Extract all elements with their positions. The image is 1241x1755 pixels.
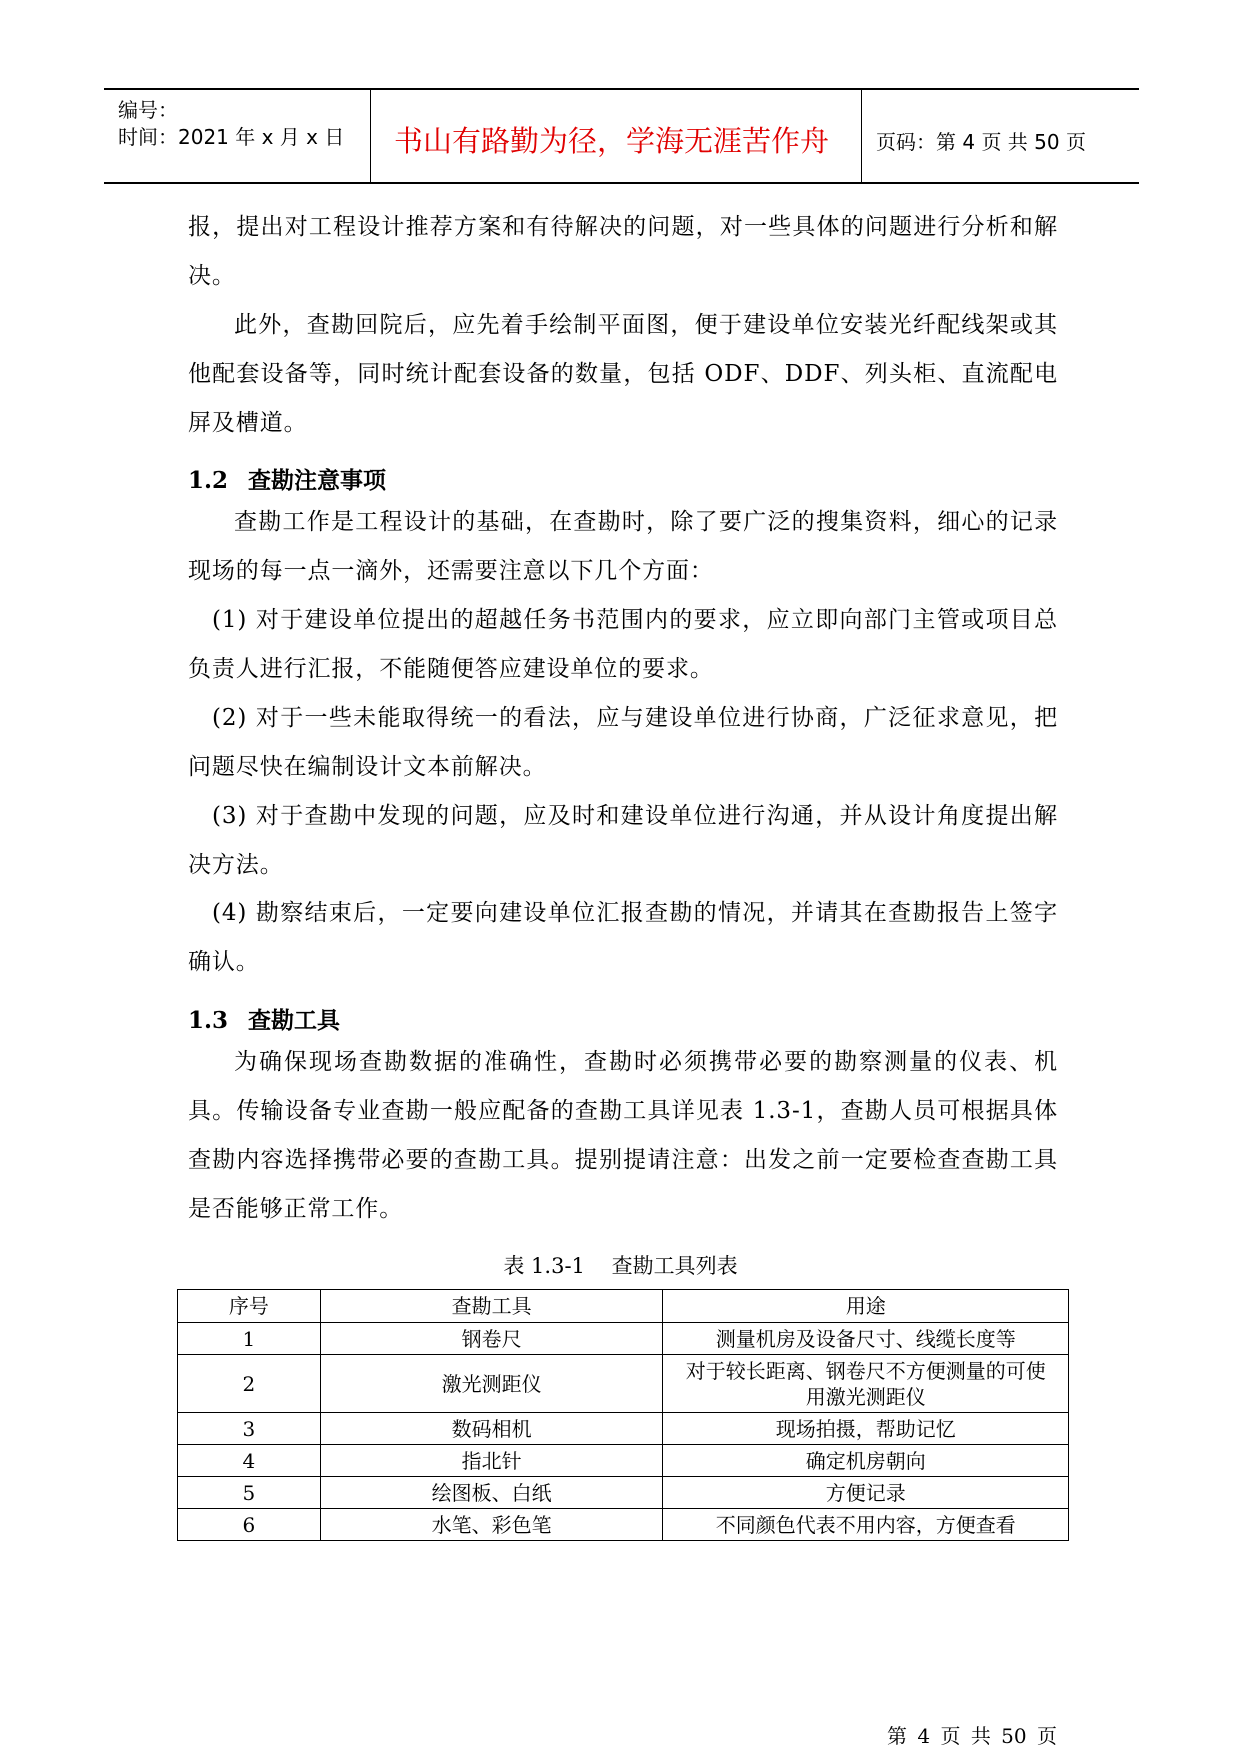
cell-index: 6 [178,1509,321,1541]
table-row [178,1477,1069,1509]
cell-index: 1 [178,1323,321,1355]
cell-purpose: 测量机房及设备尺寸、线缆长度等 [663,1323,1069,1355]
section-number: 1.2 [188,467,229,494]
cell-index: 5 [178,1477,321,1509]
section-heading-1-2 [188,462,386,495]
cell-index: 4 [178,1445,321,1477]
header-motto: 书山有路勤为径，学海无涯苦作舟 [394,124,830,158]
date-label: 时间：2021 年 x 月 x 日 [118,125,345,149]
cell-purpose: 不同颜色代表不用内容，方便查看 [663,1509,1069,1541]
table-row [178,1509,1069,1541]
table-caption: 表 1.3-1 查勘工具列表 [503,1254,738,1278]
list-item-1: (1) 对于建设单位提出的超越任务书范围内的要求，应立即向部门主管或项目总负责人进行汇报，不能随便答应建设单位的要求。 [188,607,1058,682]
cell-index: 2 [178,1355,321,1413]
paragraph-survey-basis: 查勘工作是工程设计的基础，在查勘时，除了要广泛的搜集资料，细心的记录现场的每一点一滴外，还需要注意以下几个方面： [188,509,1058,584]
cell-tool: 激光测距仪 [320,1355,663,1413]
paragraph-report: 报，提出对工程设计推荐方案和有待解决的问题，对一些具体的问题进行分析和解决。 [188,214,1058,289]
header-divider-right [861,88,862,183]
header-cell-tool: 查勘工具 [320,1290,663,1323]
cell-purpose: 确定机房朝向 [663,1445,1069,1477]
header-cell-purpose: 用途 [663,1290,1069,1323]
header-bottom-rule [104,182,1139,184]
header-top-rule [104,88,1139,90]
cell-purpose: 方便记录 [663,1477,1069,1509]
section-title: 查勘注意事项 [248,467,386,494]
section-number: 1.3 [188,1007,229,1034]
header-cell-index: 序号 [178,1290,321,1323]
cell-tool: 钢卷尺 [320,1323,663,1355]
paragraph-floorplan: 此外，查勘回院后，应先着手绘制平面图，便于建设单位安装光纤配线架或其他配套设备等，同时统计配套设备的数量，包括 ODF、DDF、列头柜、直流配电屏及槽道。 [188,312,1058,436]
cell-purpose: 对于较长距离、钢卷尺不方便测量的可使用激光测距仪 [663,1355,1069,1413]
serial-label: 编号： [118,98,178,122]
paragraph-tools: 为确保现场查勘数据的准确性，查勘时必须携带必要的勘察测量的仪表、机具。传输设备专业查勘一般应配备的查勘工具详见表 1.3-1，查勘人员可根据具体查勘内容选择携带必要的查勘工具。提别提请注意：出发之前一定要检查查勘工具是否能够正常工作。 [188,1049,1058,1222]
list-item-2: (2) 对于一些未能取得统一的看法，应与建设单位进行协商，广泛征求意见，把问题尽快在编制设计文本前解决。 [188,705,1058,780]
cell-tool: 水笔、彩色笔 [320,1509,663,1541]
tools-table [177,1289,1069,1541]
table-row [178,1355,1069,1413]
cell-tool: 数码相机 [320,1413,663,1445]
header-page-info: 页码：第 4 页 共 50 页 [876,130,1086,154]
table-row [178,1413,1069,1445]
header-divider-left [370,88,371,183]
cell-index: 3 [178,1413,321,1445]
cell-tool: 指北针 [320,1445,663,1477]
cell-tool: 绘图板、白纸 [320,1477,663,1509]
footer-page-number: 第 4 页 共 50 页 [887,1724,1057,1748]
cell-purpose: 现场拍摄，帮助记忆 [663,1413,1069,1445]
table-row [178,1445,1069,1477]
table-row [178,1323,1069,1355]
list-item-4: (4) 勘察结束后，一定要向建设单位汇报查勘的情况，并请其在查勘报告上签字确认。 [188,900,1058,975]
table-header-row [178,1290,1069,1323]
section-title: 查勘工具 [248,1007,340,1034]
section-heading-1-3 [188,1002,340,1035]
list-item-3: (3) 对于查勘中发现的问题，应及时和建设单位进行沟通，并从设计角度提出解决方法。 [188,803,1058,878]
